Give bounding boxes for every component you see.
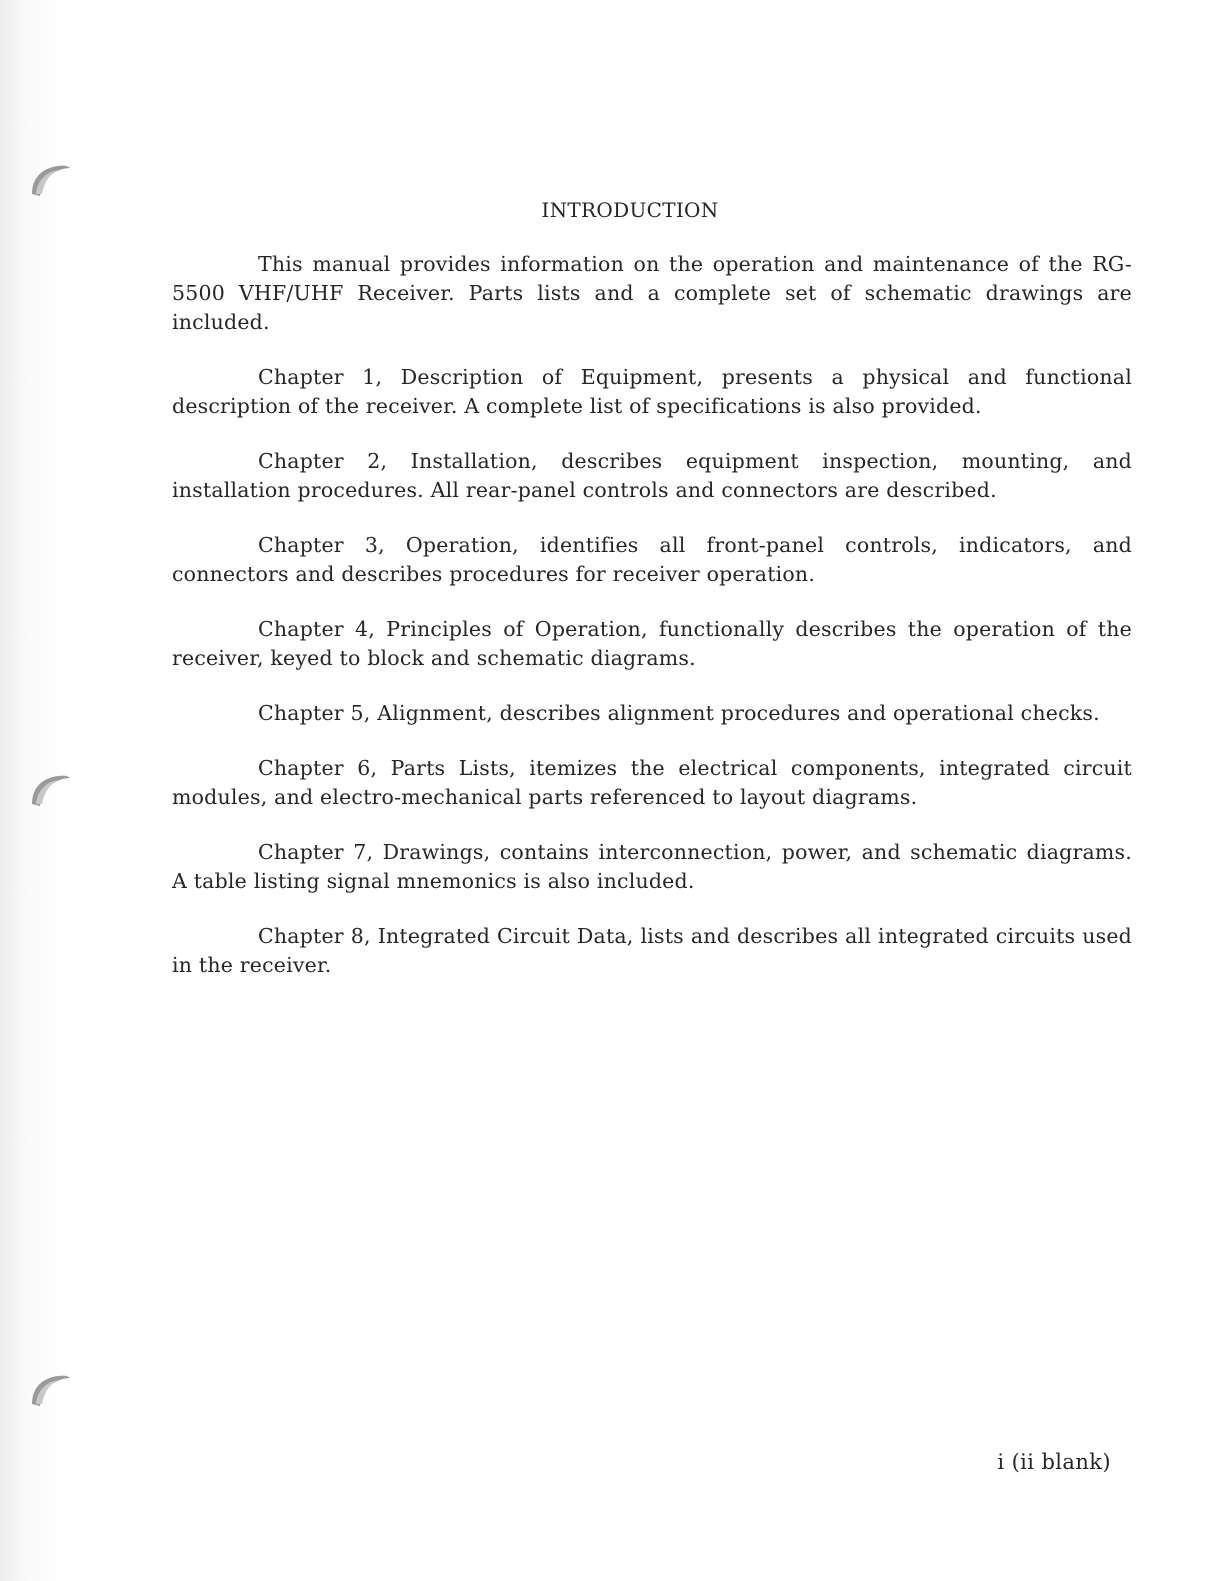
paragraph-chapter-5: Chapter 5, Alignment, describes alignment procedures and operational checks. (258, 701, 1100, 725)
paragraph-intro: This manual provides information on the operation and maintenance of the RG-5500 VHF/UHF Receiver. Parts lists and a complete set of schematic drawings are included. (172, 252, 1132, 334)
body-text (172, 250, 1132, 1006)
paragraph-chapter-8: Chapter 8, Integrated Circuit Data, lists and describes all integrated circuits used in the receiver. (172, 924, 1132, 977)
page-title: INTRODUCTION (541, 198, 719, 222)
paragraph-chapter-7: Chapter 7, Drawings, contains interconnection, power, and schematic diagrams. A table listing signal mnemonics is also included. (172, 840, 1132, 893)
page-number: i (ii blank) (997, 1450, 1111, 1474)
punch-hole-icon (28, 160, 72, 198)
paragraph-chapter-3: Chapter 3, Operation, identifies all front-panel controls, indicators, and connectors and describes procedures for receiver operation. (172, 533, 1132, 586)
punch-hole-icon (28, 770, 72, 808)
paragraph-chapter-2: Chapter 2, Installation, describes equipment inspection, mounting, and installation procedures. All rear-panel controls and connectors are described. (172, 449, 1132, 502)
paragraph-chapter-4: Chapter 4, Principles of Operation, functionally describes the operation of the receiver, keyed to block and schematic diagrams. (172, 617, 1132, 670)
paragraph-chapter-1: Chapter 1, Description of Equipment, presents a physical and functional description of the receiver. A complete list of specifications is also provided. (172, 365, 1132, 418)
punch-hole-icon (28, 1370, 72, 1408)
paragraph-chapter-6: Chapter 6, Parts Lists, itemizes the electrical components, integrated circuit modules, and electro-mechanical parts referenced to layout diagrams. (172, 756, 1132, 809)
